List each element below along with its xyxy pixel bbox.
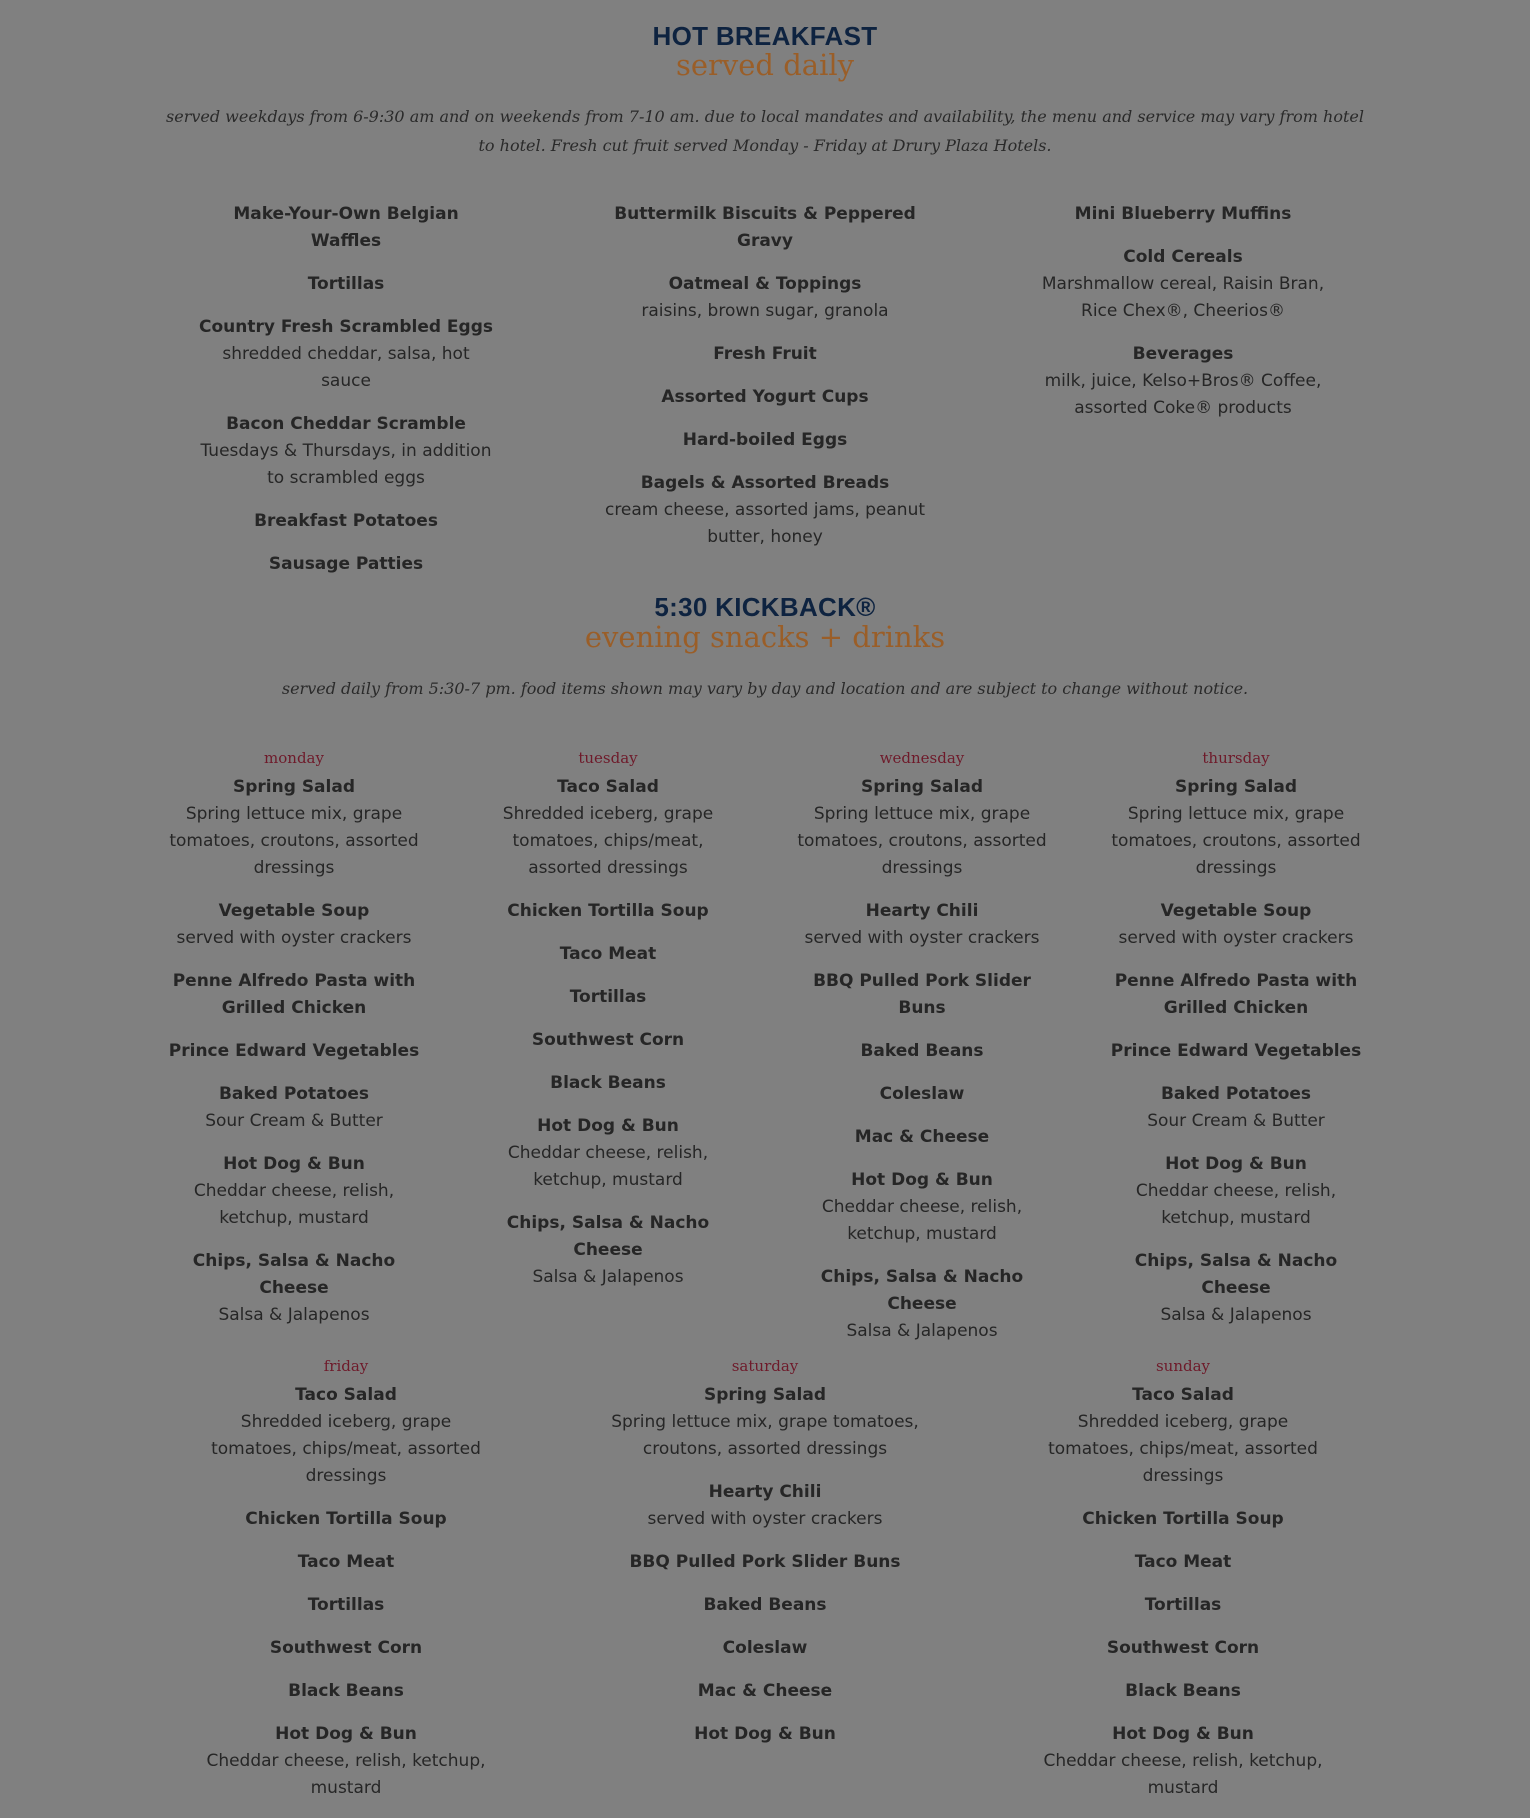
menu-item-name: Coleslaw: [722, 1638, 808, 1658]
menu-item-detail: Sour Cream & Butter: [205, 1111, 383, 1131]
menu-item-name: Fresh Fruit: [713, 344, 817, 364]
kickback-subtitle: evening snacks + drinks: [584, 620, 946, 654]
menu-column: [585, 201, 945, 567]
menu-column: [580, 1354, 950, 1764]
menu-item-name: Spring Salad: [861, 777, 983, 797]
breakfast-subtitle: served daily: [675, 48, 855, 82]
menu-item-name: Beverages: [1132, 344, 1234, 364]
menu-item-detail: Cheddar cheese, relish, ketchup, mustard: [206, 1751, 486, 1798]
menu-item-name: Hot Dog & Bun: [1165, 1154, 1307, 1174]
menu-item-name: Mac & Cheese: [854, 1127, 990, 1147]
menu-item: [791, 1124, 1053, 1151]
menu-item-name: Hard-boiled Eggs: [682, 430, 848, 450]
menu-item-detail: Spring lettuce mix, grape tomatoes, croutons, assorted dressings: [1111, 804, 1361, 878]
menu-item: [196, 1549, 496, 1576]
menu-item-name: Bagels & Assorted Breads: [640, 473, 890, 493]
menu-item: [196, 1721, 496, 1802]
menu-item: [196, 1678, 496, 1705]
menu-item-name: Buttermilk Biscuits & Peppered Gravy: [614, 204, 916, 251]
menu-item-name: BBQ Pulled Pork Slider Buns: [813, 971, 1031, 1018]
menu-item-name: Hot Dog & Bun: [275, 1724, 417, 1744]
menu-item: [1033, 1382, 1333, 1490]
menu-item-name: Mac & Cheese: [697, 1681, 833, 1701]
menu-item: [1033, 1592, 1333, 1619]
menu-item-detail: Shredded iceberg, grape tomatoes, chips/meat, assorted dressings: [502, 804, 714, 878]
menu-item-name: Black Beans: [1125, 1681, 1241, 1701]
menu-item: [1105, 968, 1367, 1022]
menu-item: [163, 1038, 425, 1065]
menu-item: [1033, 1506, 1333, 1533]
menu-item: [477, 1070, 739, 1097]
day-label-sunday: sunday: [1155, 1357, 1211, 1375]
menu-item: [1105, 1081, 1367, 1135]
menu-column: [196, 1354, 496, 1818]
menu-item-name: Tortillas: [1144, 1595, 1222, 1615]
menu-item-detail: Cheddar cheese, relish, ketchup, mustard: [193, 1181, 395, 1228]
menu-item-name: Sausage Patties: [268, 554, 424, 574]
menu-item: [1105, 774, 1367, 882]
day-label-thursday: thursday: [1202, 749, 1270, 767]
menu-item: [196, 314, 496, 395]
menu-item: [585, 271, 945, 325]
menu-item-name: Penne Alfredo Pasta with Grilled Chicken: [172, 971, 416, 1018]
menu-item-name: Prince Edward Vegetables: [168, 1041, 420, 1061]
menu-item: [196, 1592, 496, 1619]
breakfast-description: served weekdays from 6-9:30 am and on weekends from 7-10 am. due to local mandates and availability, the menu and service may vary from hotel to hotel. Fresh cut fruit served Monday - Friday at Drury Plaza Hotels.: [166, 107, 1364, 155]
menu-item-name: Tortillas: [569, 987, 647, 1007]
menu-item-detail: served with oyster crackers: [804, 928, 1040, 948]
menu-item-detail: Cheddar cheese, relish, ketchup, mustard: [1043, 1751, 1323, 1798]
menu-item: [1033, 244, 1333, 325]
menu-item-name: Chicken Tortilla Soup: [1082, 1509, 1284, 1529]
menu-item-name: Vegetable Soup: [218, 901, 370, 921]
menu-item-name: Taco Meat: [1134, 1552, 1232, 1572]
menu-item-name: Taco Salad: [1132, 1385, 1234, 1405]
menu-item-detail: served with oyster crackers: [176, 928, 412, 948]
menu-item: [196, 411, 496, 492]
menu-item-detail: Shredded iceberg, grape tomatoes, chips/meat, assorted dressings: [211, 1412, 481, 1486]
menu-item-name: Hot Dog & Bun: [694, 1724, 836, 1744]
menu-item: [580, 1721, 950, 1748]
menu-column: [163, 746, 425, 1345]
menu-item-detail: Spring lettuce mix, grape tomatoes, croutons, assorted dressings: [611, 1412, 919, 1459]
menu-item-name: Hot Dog & Bun: [1112, 1724, 1254, 1744]
menu-item-name: Vegetable Soup: [1160, 901, 1312, 921]
menu-item-name: Hot Dog & Bun: [851, 1170, 993, 1190]
menu-item: [580, 1479, 950, 1533]
menu-item: [1033, 1635, 1333, 1662]
menu-item-name: Spring Salad: [233, 777, 355, 797]
menu-item-detail: Sour Cream & Butter: [1147, 1111, 1325, 1131]
kickback-description: served daily from 5:30-7 pm. food items shown may vary by day and location and are subject to change without notice.: [281, 679, 1249, 698]
menu-item-name: Country Fresh Scrambled Eggs: [198, 317, 494, 337]
menu-item-name: Penne Alfredo Pasta with Grilled Chicken: [1114, 971, 1358, 1018]
menu-item-name: Taco Salad: [295, 1385, 397, 1405]
menu-item-name: Chips, Salsa & Nacho Cheese: [1134, 1251, 1338, 1298]
menu-item: [580, 1678, 950, 1705]
menu-item-name: Southwest Corn: [1106, 1638, 1260, 1658]
kickback-title: 5:30 KICKBACK®: [654, 592, 876, 622]
menu-item-detail: milk, juice, Kelso+Bros® Coffee, assorted Coke® products: [1044, 371, 1322, 418]
menu-item: [163, 968, 425, 1022]
menu-item: [585, 470, 945, 551]
menu-item: [1105, 1151, 1367, 1232]
menu-item-name: Baked Potatoes: [218, 1084, 370, 1104]
menu-item-name: Southwest Corn: [531, 1030, 685, 1050]
menu-item: [477, 898, 739, 925]
menu-item-name: Chips, Salsa & Nacho Cheese: [820, 1267, 1024, 1314]
menu-column: [1105, 746, 1367, 1345]
menu-item-name: Breakfast Potatoes: [254, 511, 438, 531]
menu-item: [791, 774, 1053, 882]
menu-item-detail: Marshmallow cereal, Raisin Bran, Rice Chex®, Cheerios®: [1041, 274, 1325, 321]
menu-item-name: Hot Dog & Bun: [537, 1116, 679, 1136]
menu-item: [477, 1113, 739, 1194]
menu-item-name: Taco Salad: [557, 777, 659, 797]
menu-item-name: Black Beans: [288, 1681, 404, 1701]
menu-item: [1105, 1248, 1367, 1329]
menu-item: [477, 1210, 739, 1291]
day-label-friday: friday: [323, 1357, 369, 1375]
menu-item-detail: Cheddar cheese, relish, ketchup, mustard: [821, 1197, 1023, 1244]
menu-item: [477, 984, 739, 1011]
menu-item: [580, 1382, 950, 1463]
breakfast-title: HOT BREAKFAST: [652, 21, 878, 51]
menu-item-name: Cold Cereals: [1123, 247, 1243, 267]
menu-item: [1033, 1678, 1333, 1705]
menu-item: [585, 201, 945, 255]
menu-item: [1033, 201, 1333, 228]
menu-item: [163, 1248, 425, 1329]
menu-item-name: Assorted Yogurt Cups: [661, 387, 869, 407]
menu-item: [1033, 1549, 1333, 1576]
menu-item-detail: Salsa & Jalapenos: [846, 1321, 998, 1341]
menu-item: [580, 1635, 950, 1662]
menu-item: [163, 1151, 425, 1232]
menu-item-name: Oatmeal & Toppings: [668, 274, 862, 294]
menu-item-name: Hearty Chili: [708, 1482, 822, 1502]
menu-item-detail: Cheddar cheese, relish, ketchup, mustard: [507, 1143, 709, 1190]
menu-item-detail: Tuesdays & Thursdays, in addition to scrambled eggs: [200, 441, 492, 488]
day-label-monday: monday: [264, 749, 324, 767]
menu-item: [196, 1635, 496, 1662]
menu-item: [1105, 898, 1367, 952]
menu-item-name: Coleslaw: [879, 1084, 965, 1104]
menu-item-name: Chicken Tortilla Soup: [245, 1509, 447, 1529]
menu-item: [791, 968, 1053, 1022]
menu-column: [196, 201, 496, 594]
menu-item: [580, 1549, 950, 1576]
menu-item-name: Taco Meat: [297, 1552, 395, 1572]
menu-item: [1105, 1038, 1367, 1065]
menu-item-detail: raisins, brown sugar, granola: [641, 301, 889, 321]
menu-item-name: Hearty Chili: [865, 901, 979, 921]
menu-item: [1033, 341, 1333, 422]
menu-item-name: Hot Dog & Bun: [223, 1154, 365, 1174]
menu-item-name: Chips, Salsa & Nacho Cheese: [192, 1251, 396, 1298]
menu-item-name: Black Beans: [550, 1073, 666, 1093]
menu-item-name: Spring Salad: [1175, 777, 1297, 797]
menu-item-name: Make-Your-Own Belgian Waffles: [233, 204, 459, 251]
menu-item: [580, 1592, 950, 1619]
menu-item-detail: Salsa & Jalapenos: [218, 1305, 370, 1325]
menu-item: [477, 941, 739, 968]
menu-item-name: Prince Edward Vegetables: [1110, 1041, 1362, 1061]
menu-item-name: Bacon Cheddar Scramble: [226, 414, 466, 434]
menu-item: [196, 271, 496, 298]
menu-item-name: Tortillas: [307, 1595, 385, 1615]
menu-item-name: Taco Meat: [559, 944, 657, 964]
menu-item: [196, 1382, 496, 1490]
menu-item-detail: shredded cheddar, salsa, hot sauce: [222, 344, 470, 391]
menu-item-name: Spring Salad: [704, 1385, 826, 1405]
menu-item: [196, 508, 496, 535]
menu-item-detail: Shredded iceberg, grape tomatoes, chips/meat, assorted dressings: [1048, 1412, 1318, 1486]
menu-item: [163, 774, 425, 882]
menu-item: [585, 341, 945, 368]
menu-item-detail: Cheddar cheese, relish, ketchup, mustard: [1135, 1181, 1337, 1228]
day-label-wednesday: wednesday: [879, 749, 965, 767]
menu-item-name: Baked Potatoes: [1160, 1084, 1312, 1104]
menu-item-name: Chips, Salsa & Nacho Cheese: [506, 1213, 710, 1260]
menu-item-name: BBQ Pulled Pork Slider Buns: [629, 1552, 901, 1572]
menu-item-name: Tortillas: [307, 274, 385, 294]
day-label-tuesday: tuesday: [578, 749, 638, 767]
menu-item-detail: served with oyster crackers: [647, 1509, 883, 1529]
menu-item: [196, 201, 496, 255]
menu-item-name: Baked Beans: [703, 1595, 827, 1615]
menu-item-name: Chicken Tortilla Soup: [507, 901, 709, 921]
menu-item: [477, 774, 739, 882]
menu-column: [477, 746, 739, 1307]
menu-item-detail: Salsa & Jalapenos: [1160, 1305, 1312, 1325]
menu-item: [585, 427, 945, 454]
menu-item-detail: cream cheese, assorted jams, peanut butter, honey: [604, 500, 926, 547]
menu-item-detail: Spring lettuce mix, grape tomatoes, croutons, assorted dressings: [169, 804, 419, 878]
menu-item-name: Baked Beans: [860, 1041, 984, 1061]
menu-item: [196, 551, 496, 578]
menu-item: [477, 1027, 739, 1054]
menu-item-detail: Spring lettuce mix, grape tomatoes, croutons, assorted dressings: [797, 804, 1047, 878]
menu-column: [1033, 201, 1333, 438]
menu-column: [1033, 1354, 1333, 1818]
menu-item: [163, 898, 425, 952]
menu-item: [791, 1264, 1053, 1345]
menu-item: [196, 1506, 496, 1533]
menu-item: [585, 384, 945, 411]
menu-item-name: Southwest Corn: [269, 1638, 423, 1658]
menu-item: [791, 1167, 1053, 1248]
menu-item: [791, 1081, 1053, 1108]
menu-item: [163, 1081, 425, 1135]
menu-item-detail: Salsa & Jalapenos: [532, 1267, 684, 1287]
menu-item: [791, 898, 1053, 952]
menu-item-name: Mini Blueberry Muffins: [1074, 204, 1292, 224]
menu-item-detail: served with oyster crackers: [1118, 928, 1354, 948]
menu-column: [791, 746, 1053, 1361]
menu-item: [1033, 1721, 1333, 1802]
menu-item: [791, 1038, 1053, 1065]
day-label-saturday: saturday: [731, 1357, 799, 1375]
